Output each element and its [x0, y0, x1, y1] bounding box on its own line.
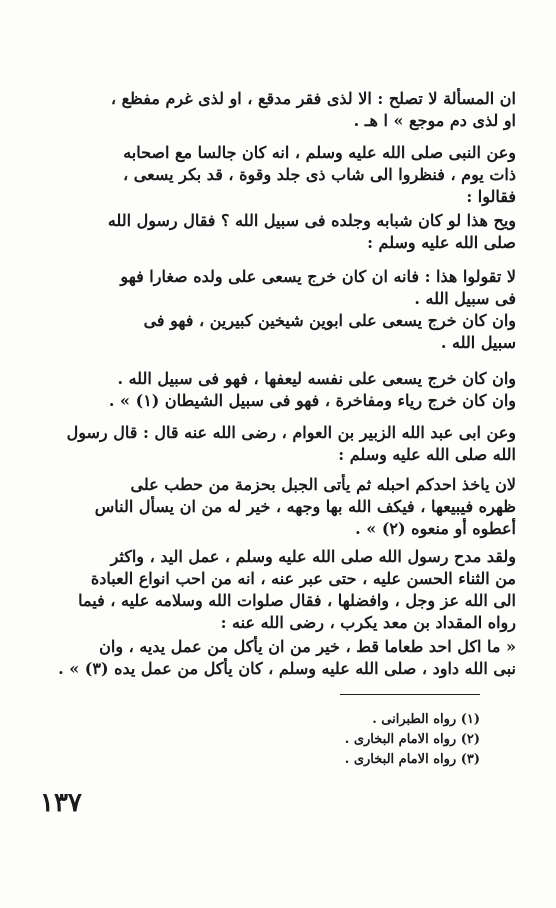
- paragraph: [40, 88, 516, 132]
- paragraph: [40, 422, 516, 466]
- text-line: أعطوه أو منعوه (٢) » .: [355, 519, 516, 538]
- text-line: وان كان خرج يسعى على ابوين شيخين كبيرين ، فهو فى: [143, 311, 516, 330]
- paragraph: [40, 210, 516, 254]
- text-line: صلى الله عليه وسلم :: [367, 233, 516, 252]
- paragraph: [40, 546, 516, 634]
- text-line: ولقد مدح رسول الله صلى الله عليه وسلم ، عمل اليد ، واكثر: [110, 547, 516, 566]
- page-number: ١٣٧: [40, 788, 82, 818]
- text-line: ظهره فيبيعها ، فيكف الله بها وجهه ، خير له من ان يسأل الناس: [94, 497, 516, 516]
- paragraph: [40, 368, 516, 412]
- text-line: سبيل الله .: [440, 333, 516, 352]
- paragraph: [40, 142, 516, 208]
- text-line: الى الله عز وجل ، وافضلها ، فقال صلوات الله وسلامه عليه ، فيما: [78, 591, 516, 610]
- footnote-divider: [340, 694, 480, 695]
- text-line: نبى الله داود ، صلى الله عليه وسلم ، كان يأكل من عمل يده (٣) » .: [58, 659, 516, 678]
- text-line: من الثناء الحسن عليه ، حتى عبر عنه ، انه من احب انواع العبادة: [90, 569, 516, 588]
- text-line: فقالوا :: [466, 187, 516, 206]
- text-line: وان كان خرج يسعى على نفسه ليعفها ، فهو فى سبيل الله .: [117, 369, 516, 388]
- text-line: او لذى دم موجع » ا هـ .: [353, 111, 516, 130]
- text-line: ان المسألة لا تصلح : الا لذى فقر مدقع ، او لذى غرم مفظع ،: [110, 89, 516, 108]
- text-line: وان كان خرج رياء ومفاخرة ، فهو فى سبيل الشيطان (١) » .: [108, 391, 516, 410]
- text-line: ذات يوم ، فنظروا الى شاب ذى جلد وقوة ، قد بكر يسعى ،: [123, 165, 516, 184]
- text-line: ويح هذا لو كان شبابه وجلده فى سبيل الله ؟ فقال رسول الله: [107, 211, 516, 230]
- text-line: لان ياخذ احدكم احبله ثم يأتى الجبل بحزمة من حطب على: [130, 475, 516, 494]
- paragraph: [40, 474, 516, 540]
- paragraph: [40, 266, 516, 354]
- text-line: وعن النبى صلى الله عليه وسلم ، انه كان جالسا مع اصحابه: [123, 143, 516, 162]
- text-line: فى سبيل الله .: [414, 289, 516, 308]
- footnote: (١) رواه الطبرانى .: [372, 712, 480, 727]
- text-line: الله صلى الله عليه وسلم :: [338, 445, 516, 464]
- text-line: « ما اكل احد طعاما قط ، خير من ان يأكل من عمل يديه ، وان: [99, 637, 516, 656]
- text-line: رواه المقداد بن معد يكرب ، رضى الله عنه :: [220, 613, 516, 632]
- footnotes: [260, 710, 480, 770]
- paragraph: [40, 636, 516, 680]
- text-line: لا تقولوا هذا : فانه ان كان خرج يسعى على ولده صغارا فهو: [120, 267, 516, 286]
- footnote: (٢) رواه الامام البخارى .: [344, 732, 480, 747]
- text-line: وعن ابى عبد الله الزبير بن العوام ، رضى الله عنه قال : قال رسول: [66, 423, 516, 442]
- footnote: (٣) رواه الامام البخارى .: [344, 752, 480, 767]
